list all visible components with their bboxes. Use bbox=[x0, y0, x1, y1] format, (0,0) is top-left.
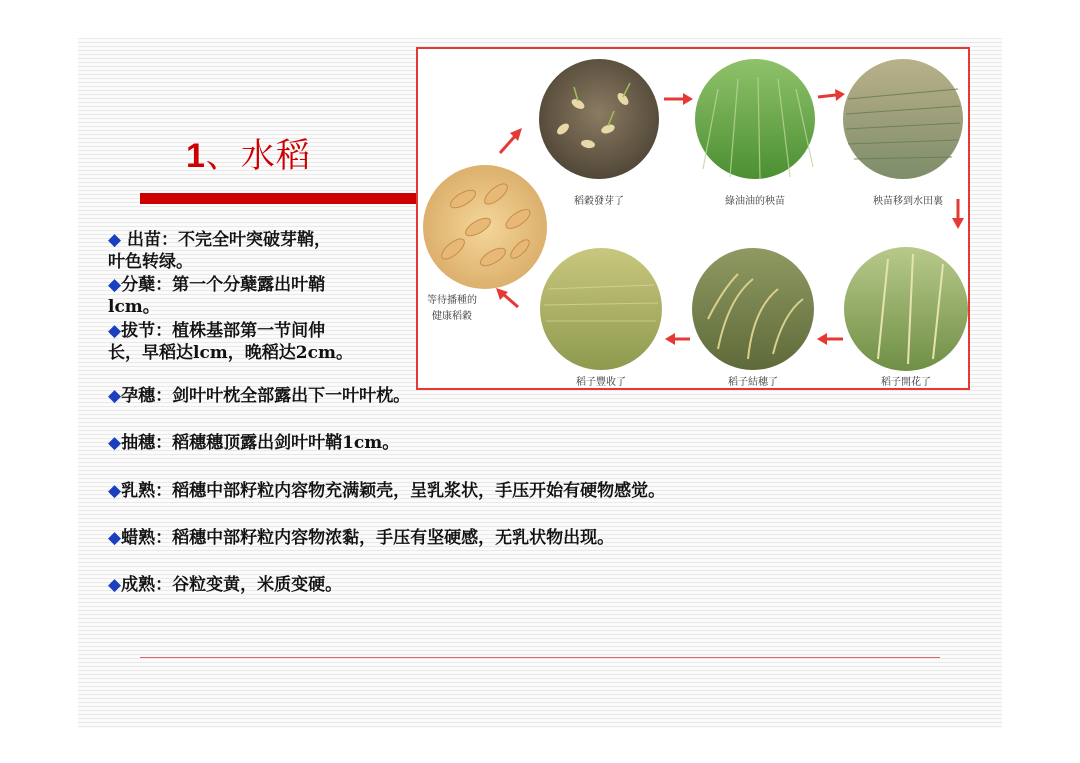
stage-tillering-line2: lcm。 bbox=[108, 297, 160, 317]
bullet-icon: ◆ bbox=[108, 433, 122, 453]
caption-transplant: 秧苗移到水田裏 bbox=[873, 196, 943, 207]
caption-seedling: 綠油油的秧苗 bbox=[725, 196, 785, 207]
slide-title bbox=[186, 128, 311, 177]
bullet-icon: ◆ bbox=[108, 386, 122, 406]
bottom-divider bbox=[140, 657, 940, 658]
stage-emergence-line1: ◆ 出苗：不完全叶突破芽鞘， bbox=[108, 230, 331, 250]
arrow-icon-flower-to-ear bbox=[817, 333, 843, 345]
bullet-icon: ◆ bbox=[108, 230, 122, 250]
caption-ear: 稻子結穗了 bbox=[728, 377, 778, 388]
arrow-icon-seedling-to-transplant bbox=[818, 89, 845, 101]
seeds-photo bbox=[423, 165, 547, 289]
bullet-icon: ◆ bbox=[108, 575, 122, 595]
stage-heading: ◆抽穗：稻穗穗顶露出剑叶叶鞘1cm。 bbox=[108, 433, 400, 453]
growth-cycle-illustration bbox=[418, 49, 968, 388]
ear-formation-photo bbox=[692, 248, 814, 370]
arrow-icon-ear-to-harvest bbox=[665, 333, 690, 345]
bullet-icon: ◆ bbox=[108, 321, 122, 341]
stage-jointing-line1: ◆拔节：植株基部第一节间伸 bbox=[108, 321, 326, 341]
arrow-icon-harvest-to-seed bbox=[496, 288, 518, 307]
stage-booting: ◆孕穗：剑叶叶枕全部露出下一叶叶枕。 bbox=[108, 386, 411, 406]
bullet-icon: ◆ bbox=[108, 528, 122, 548]
arrow-icon-sprout-to-seedling bbox=[664, 93, 693, 105]
caption-sprout: 稻穀發芽了 bbox=[574, 196, 624, 207]
seedling-photo bbox=[695, 59, 815, 179]
harvest-photo bbox=[540, 248, 662, 370]
arrow-icon-seed-to-sprout bbox=[500, 128, 522, 153]
stage-milk-ripe: ◆乳熟：稻穗中部籽粒内容物充满颖壳，呈乳浆状，手压开始有硬物感觉。 bbox=[108, 481, 666, 501]
stage-mature: ◆成熟：谷粒变黄，米质变硬。 bbox=[108, 575, 343, 595]
caption-seeds: 等待播種的 健康稻穀 bbox=[427, 295, 477, 322]
stage-dough-ripe: ◆蜡熟：稻穗中部籽粒内容物浓黏，手压有坚硬感，无乳状物出现。 bbox=[108, 528, 615, 548]
transplant-photo bbox=[843, 59, 963, 179]
rice-growth-cycle-diagram bbox=[416, 47, 970, 390]
slide bbox=[78, 38, 1002, 728]
caption-flower: 稻子開花了 bbox=[881, 377, 931, 388]
stage-jointing-line2: 长，早稻达lcm，晚稻达2cm。 bbox=[108, 343, 353, 363]
flowering-photo bbox=[844, 247, 968, 371]
title-text: 、水稻 bbox=[205, 136, 311, 176]
stage-emergence-line2: 叶色转绿。 bbox=[108, 252, 193, 272]
bullet-icon: ◆ bbox=[108, 275, 122, 295]
bullet-icon: ◆ bbox=[108, 481, 122, 501]
arrow-icon-transplant-to-flower bbox=[952, 199, 964, 229]
sprouting-photo bbox=[539, 59, 659, 179]
stage-tillering-line1: ◆分蘖：第一个分蘖露出叶鞘 bbox=[108, 275, 326, 295]
title-underline-bar bbox=[140, 193, 440, 204]
caption-harvest: 稻子豐收了 bbox=[576, 377, 626, 388]
title-number: 1 bbox=[186, 137, 206, 175]
